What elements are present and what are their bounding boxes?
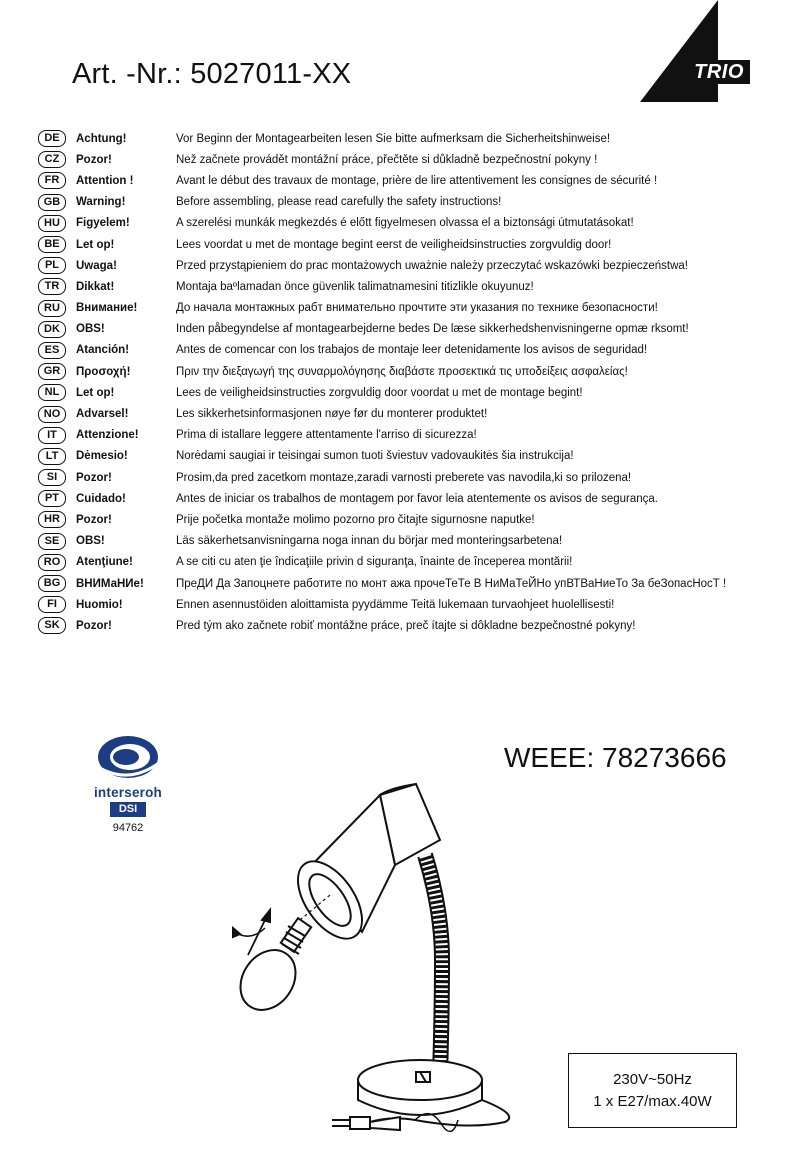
country-code-badge: HU	[38, 215, 66, 232]
spec-bulb: 1 x E27/max.40W	[593, 1092, 712, 1110]
warning-label: Pozor!	[76, 619, 112, 632]
warning-label: Atanción!	[76, 344, 130, 357]
country-code-badge: LT	[38, 448, 66, 465]
country-code-badge: SE	[38, 533, 66, 550]
warning-row	[38, 594, 798, 615]
warning-row	[38, 340, 798, 361]
warning-label: Huomio!	[76, 598, 123, 611]
warning-text: Les sikkerhetsinformasjonen nøye før du monterer produktet!	[176, 408, 488, 421]
warning-label: Pozor!	[76, 513, 112, 526]
interseroh-dsi-badge: DSI	[110, 802, 146, 817]
trio-logo-triangle	[640, 0, 718, 102]
weee-number: WEEE: 78273666	[504, 742, 727, 773]
warning-text: Lees voordat u met de montage begint eerst de veiligheidsinstructies zorgvuldig door!	[176, 238, 612, 251]
country-code-badge: BG	[38, 575, 66, 592]
warning-row	[38, 192, 798, 213]
interseroh-name: interseroh	[93, 785, 163, 800]
warning-row	[38, 467, 798, 488]
warning-row	[38, 276, 798, 297]
country-code-badge: DK	[38, 321, 66, 338]
country-code-badge: DE	[38, 130, 66, 147]
warning-label: Cuidado!	[76, 492, 126, 505]
country-code-badge: CZ	[38, 151, 66, 168]
warning-text: ПреДИ Да Запоцнете работите по монт ажа прочеТеТе В НиМаТеЙНо упВТВаНиеТо За беЗопасНосТ !	[176, 577, 727, 590]
country-code-badge: GR	[38, 363, 66, 380]
warning-row	[38, 170, 798, 191]
warning-row	[38, 234, 798, 255]
warning-text: Lees de veiligheidsinstructies zorgvuldig door voordat u met de montage begint!	[176, 386, 583, 399]
warning-label: Attenzione!	[76, 429, 139, 442]
warning-label: Dėmesio!	[76, 450, 128, 463]
warning-row	[38, 446, 798, 467]
warning-row	[38, 615, 798, 636]
warning-row	[38, 425, 798, 446]
warning-row	[38, 255, 798, 276]
warning-row	[38, 382, 798, 403]
warning-text: Montaja baºlamadan önce güvenlik talimatnamesini titizlikle okuyunuz!	[176, 280, 534, 293]
warning-row	[38, 488, 798, 509]
warning-label: Warning!	[76, 196, 126, 209]
trio-logo-text: TRIO	[694, 61, 744, 83]
warning-row	[38, 213, 798, 234]
warning-row	[38, 298, 798, 319]
warning-row	[38, 149, 798, 170]
warning-label: Dikkat!	[76, 280, 115, 293]
country-code-badge: RO	[38, 554, 66, 571]
warning-label: Pozor!	[76, 153, 112, 166]
electrical-spec-box	[568, 1053, 737, 1128]
warning-label: Внимание!	[76, 302, 138, 315]
power-cord-and-plug	[332, 1100, 509, 1131]
warning-text: Než začnete provádět montážní práce, přečtěte si důkladně bezpečnostní pokyny !	[176, 153, 598, 166]
warning-label: ВНИМаНИе!	[76, 577, 144, 590]
country-code-badge: FI	[38, 596, 66, 613]
lamp-base	[358, 1060, 482, 1115]
warning-text: Prije početka montaže molimo pozorno pro čitajte sigurnosne naputke!	[176, 513, 535, 526]
country-code-badge: SK	[38, 617, 66, 634]
interseroh-number: 94762	[112, 822, 144, 834]
warning-label: Figyelem!	[76, 217, 130, 230]
warning-text: До начала монтажных рабт внимательно прочтите эти указания по технике безопасности!	[176, 302, 658, 315]
spec-voltage: 230V~50Hz	[613, 1070, 692, 1088]
warning-row	[38, 128, 798, 149]
warning-text: Inden påbegyndelse af montagearbejderne bedes De læse sikkerhedshenvisningerne opmæ rksomt!	[176, 323, 689, 336]
warning-text: Prosim,da pred zacetkom montaze,zaradi varnosti preberete vas navodila,ki so prilozena!	[176, 471, 632, 484]
warning-label: Let op!	[76, 386, 115, 399]
warning-text: A szerelési munkák megkezdés é előtt figyelmesen olvassa el a biztonsági útmutatásokat!	[176, 217, 634, 230]
warning-text: Przed przystąpieniem do prac montażowych uważnie należy przeczytać wskazówki bezpieczeństwa!	[176, 259, 688, 272]
warning-text: Πριν την διεξαγωγή της συναρμολόγησης διαβάστε προσεκτικά τις υποδείξεις ασφαλείας!	[176, 365, 628, 378]
safety-warnings-list	[38, 128, 798, 637]
warning-label: Προσοχή!	[76, 365, 131, 378]
rotation-arrow	[233, 910, 270, 955]
country-code-badge: TR	[38, 278, 66, 295]
warning-row	[38, 403, 798, 424]
country-code-badge: PL	[38, 257, 66, 274]
warning-row	[38, 552, 798, 573]
desk-lamp-illustration	[220, 760, 550, 1145]
article-number-title: Art. -Nr.: 5027011-XX	[72, 58, 352, 90]
warning-label: Pozor!	[76, 471, 112, 484]
warning-text: Prima di istallare leggere attentamente l'arriso di sicurezza!	[176, 429, 477, 442]
warning-text: Avant le début des travaux de montage, prière de lire attentivement les consignes de sécurité !	[176, 174, 658, 187]
warning-label: Let op!	[76, 238, 115, 251]
warning-text: Vor Beginn der Montagearbeiten lesen Sie bitte aufmerksam die Sicherheitshinweise!	[176, 132, 611, 145]
country-code-badge: PT	[38, 490, 66, 507]
warning-label: Achtung!	[76, 132, 127, 145]
country-code-badge: SI	[38, 469, 66, 486]
country-code-badge: BE	[38, 236, 66, 253]
warning-label: Uwaga!	[76, 259, 117, 272]
warning-row	[38, 361, 798, 382]
country-code-badge: ES	[38, 342, 66, 359]
warning-row	[38, 319, 798, 340]
warning-label: Atenţiune!	[76, 556, 133, 569]
warning-text: Before assembling, please read carefully the safety instructions!	[176, 196, 502, 209]
trio-logo	[640, 0, 750, 102]
warning-label: OBS!	[76, 535, 105, 548]
country-code-badge: RU	[38, 300, 66, 317]
country-code-badge: NL	[38, 384, 66, 401]
country-code-badge: HR	[38, 511, 66, 528]
warning-row	[38, 531, 798, 552]
warning-text: Läs säkerhetsanvisningarna noga innan du börjar med monteringsarbetena!	[176, 535, 563, 548]
warning-text: Ennen asennustöiden aloittamista pyydämme Teitä lukemaan turvaohjeet huolellisesti!	[176, 598, 615, 611]
warning-text: Antes de iniciar os trabalhos de montagem por favor leia atentemente os avisos de segurança.	[176, 492, 659, 505]
warning-row	[38, 509, 798, 530]
warning-text: Antes de comencar con los trabajos de montaje leer detenidamente los avisos de seguridad!	[176, 344, 648, 357]
country-code-badge: FR	[38, 172, 66, 189]
country-code-badge: NO	[38, 406, 66, 423]
warning-text: A se citi cu aten ţie îndicaţiile privin d siguranţa, înainte de începerea montării!	[176, 556, 573, 569]
warning-label: Advarsel!	[76, 408, 129, 421]
country-code-badge: GB	[38, 194, 66, 211]
warning-text: Pred tým ako začnete robiť montážne práce, preč ítajte si dôkladne bezpečnostné pokyny!	[176, 619, 636, 632]
country-code-badge: IT	[38, 427, 66, 444]
warning-label: OBS!	[76, 323, 105, 336]
warning-row	[38, 573, 798, 594]
warning-label: Attention !	[76, 174, 134, 187]
lamp-gooseneck	[425, 855, 442, 1075]
warning-text: Norėdami saugiai ir teisingai sumon tuoti šviestuv vadovaukitės šia instrukcija!	[176, 450, 574, 463]
